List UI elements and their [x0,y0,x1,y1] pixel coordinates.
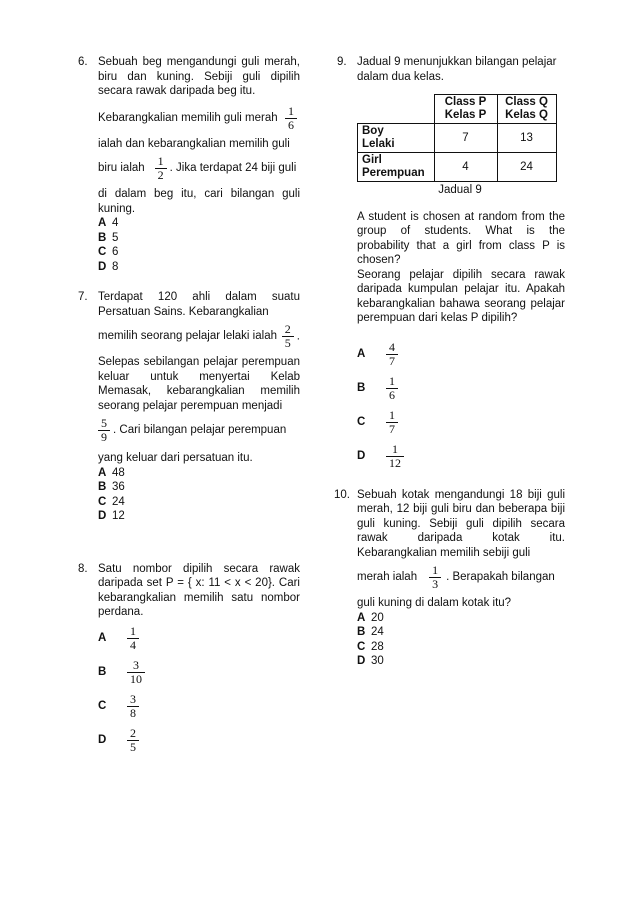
left-column [78,55,300,758]
option-a[interactable]: A 20 [357,611,384,624]
question-text: Jadual 9 menunjukkan bilangan pelajar dalam dua kelas. [357,56,557,83]
answer-options [357,611,565,669]
question-text: biru ialah 1 2 . Jika terdapat 24 biji guli [98,153,297,182]
option-b[interactable]: B 36 [98,481,125,493]
option-d[interactable]: D 30 [357,655,384,667]
fraction: $\frac{2}{5}$ [282,323,294,350]
option-b[interactable]: B 1 6 [357,372,565,406]
option-c[interactable]: C 6 [98,246,119,258]
option-c[interactable]: C 3 8 [98,690,300,724]
option-d[interactable]: D 8 [98,260,119,273]
answer-options [357,338,565,474]
question-text: ialah dan kebarangkalian memilih guli [98,137,290,150]
option-b[interactable]: B 24 [357,626,384,638]
table-cell: 24 [497,153,556,182]
table-row-label-girl: Girl Perempuan [358,153,435,182]
answer-options [98,622,300,758]
fraction: 5 9 [98,417,110,444]
table-cell: 13 [497,124,556,153]
option-c[interactable]: C 24 [98,495,125,508]
question-number: 9. [337,56,347,68]
question-number: 7. [78,291,88,303]
table-header-class-p: Class P Kelas P [434,95,497,124]
question-text: merah ialah 1 3 . Berapakah bilangan [357,562,555,591]
question-6 [78,55,300,274]
question-text-malay: Seorang pelajar dipilih secara rawak daripada kumpulan pelajar itu. Apakah kebarangkalian bahawa seorang pelajar perempuan dari kelas P dipilih? [357,268,565,324]
question-text-english: A student is chosen at random from the group of students. What is the probability that a girl from class P is chosen? [357,210,565,266]
answer-options [98,466,300,524]
question-number: 8. [78,562,88,575]
option-d[interactable]: D 1 12 [357,440,565,474]
question-number: 10. [334,488,350,501]
option-a[interactable]: A 48 [98,466,125,479]
option-b[interactable]: B 5 [98,231,119,244]
table-cell: 7 [434,124,497,153]
question-10 [334,488,565,669]
table-header-class-q: Class Q Kelas Q [497,95,556,124]
fraction: 1 6 [285,105,297,132]
option-a[interactable]: A 4 7 [357,338,565,372]
question-text: 5 9 . Cari bilangan pelajar perempuan [98,413,300,447]
fraction: 1 3 [429,564,441,591]
right-column [334,55,565,669]
question-9 [337,55,565,474]
question-8 [78,562,300,758]
question-text: memilih seorang pelajar lelaki ialah $\frac{2}{5}$ . [98,321,300,350]
table-9 [357,94,557,182]
question-text: Sebuah beg mengandungi guli merah, biru dan kuning. Sebiji guli dipilih secara rawak daripada beg itu. [98,56,300,97]
question-number: 6. [78,56,88,68]
question-text: Selepas sebilangan pelajar perempuan keluar untuk menyertai Kelab Memasak, kebarangkalian memilih seorang pelajar perempuan menjadi [98,356,300,412]
table-caption: Jadual 9 [438,184,482,196]
option-a[interactable]: A 1 4 [98,622,300,656]
question-text: Satu nombor dipilih secara rawak daripada set P = { x: 11 < x < 20}. Cari kebarangkalian memilih satu nombor perdana. [98,562,300,618]
answer-options [98,216,300,274]
question-text: Kebarangkalian memilih guli merah 1 6 [98,103,300,135]
fraction: 1 2 [155,155,167,182]
option-d[interactable]: D 2 5 [98,724,300,758]
option-b[interactable]: B 3 10 [98,656,300,690]
option-d[interactable]: D 12 [98,510,125,522]
question-7 [78,290,300,524]
option-a[interactable]: A 4 [98,217,119,229]
question-text: guli kuning di dalam kotak itu? [357,597,512,609]
option-c[interactable]: C 1 7 [357,406,565,440]
question-text: di dalam beg itu, cari bilangan guli kuning. [98,188,300,215]
question-text: Terdapat 120 ahli dalam suatu Persatuan Sains. Kebarangkalian [98,291,300,318]
option-c[interactable]: C 28 [357,640,384,653]
table-cell: 4 [434,153,497,182]
question-text: yang keluar dari persatuan itu. [98,452,253,464]
question-text: Sebuah kotak mengandungi 18 biji guli merah, 12 biji guli biru dan beberapa biji guli kuning. Sebiji guli dipilih secara rawak daripada kotak itu. Kebarangkalian memilih sebiji guli [357,488,565,559]
table-row-label-boy: Boy Lelaki [358,124,435,153]
